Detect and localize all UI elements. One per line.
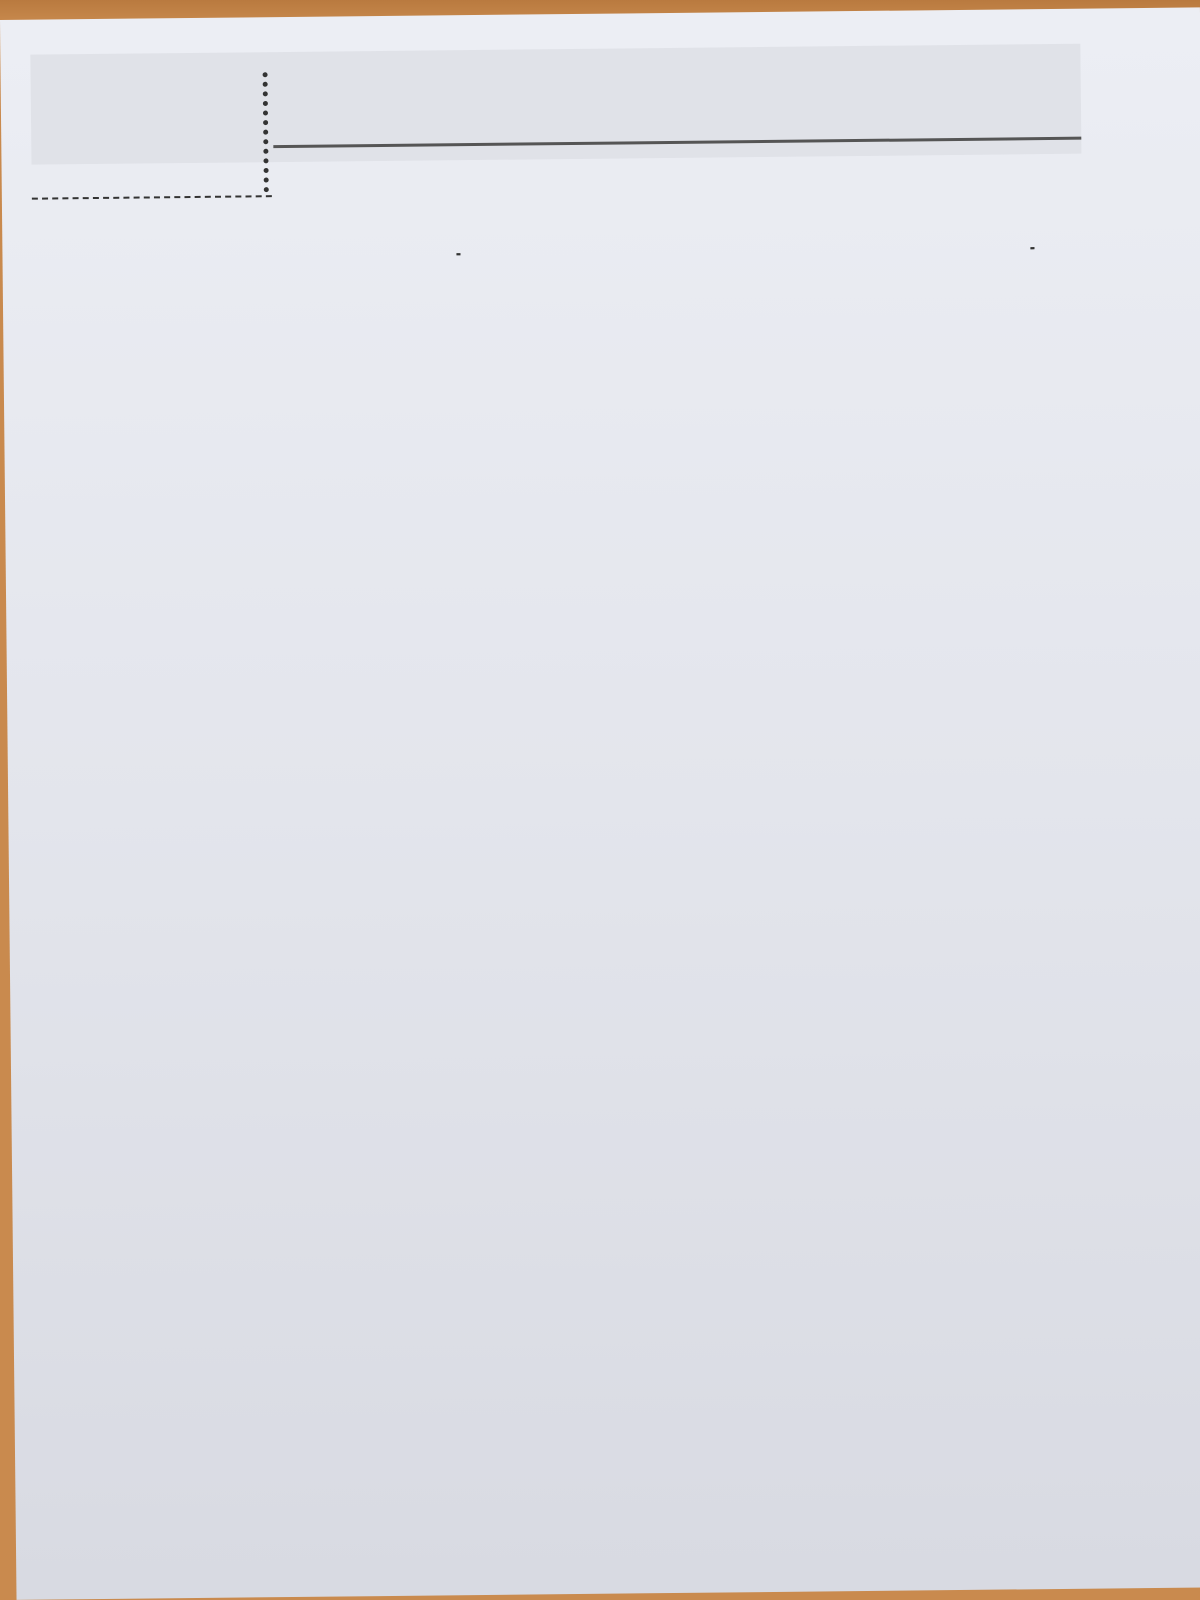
left-answer-boxes	[456, 253, 460, 255]
cut-line-horizontal	[32, 195, 272, 200]
header-band	[30, 44, 1081, 165]
right-answer-boxes	[1030, 247, 1034, 249]
task-heading	[127, 214, 135, 244]
worksheet-page	[0, 7, 1200, 1599]
